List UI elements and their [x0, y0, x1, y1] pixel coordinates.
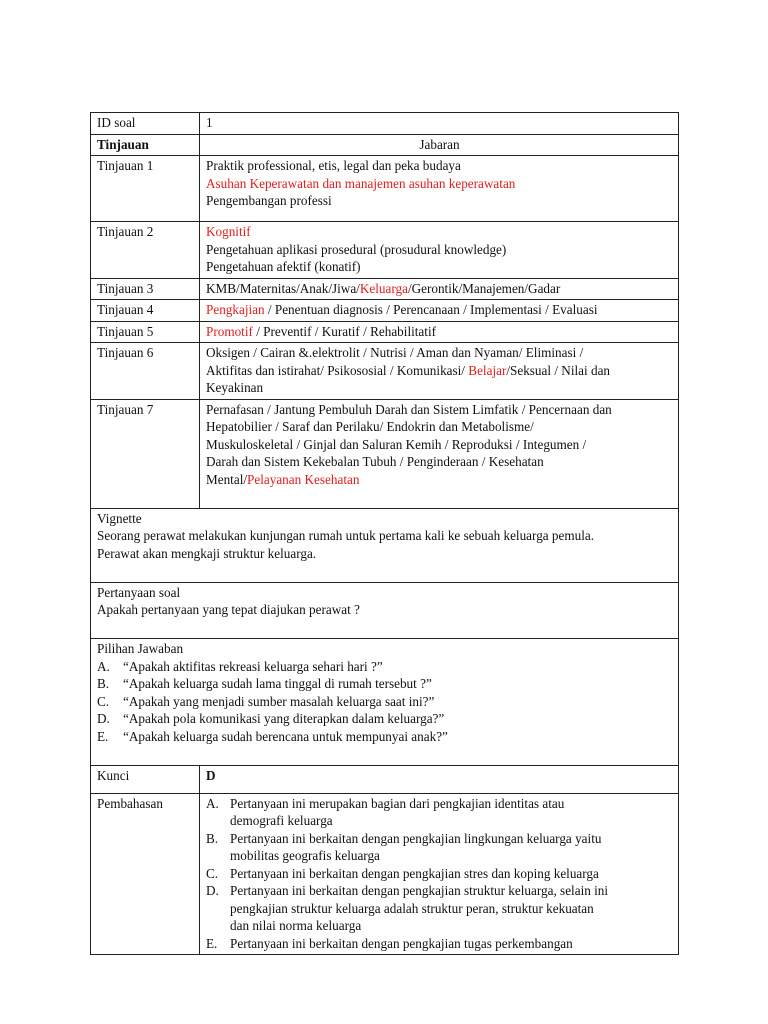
text-segment: KMB/Maternitas/Anak/Jiwa/ — [206, 280, 360, 296]
item-line: Pertanyaan ini merupakan bagian dari pengkajian identitas atau — [230, 795, 565, 811]
tinjauan-label: Tinjauan 5 — [91, 321, 200, 343]
tinjauan-content — [200, 222, 679, 279]
jabaran-header: Jabaran — [200, 134, 679, 156]
tinjauan-content — [200, 156, 679, 222]
text-segment: Oksigen / Cairan &.elektrolit / Nutrisi / Aman dan Nyaman/ Eliminasi / — [206, 345, 584, 360]
text-segment: Pengetahuan afektif (konatif) — [206, 259, 361, 274]
option-text: “Apakah aktifitas rekreasi keluarga sehari hari ?” — [123, 658, 383, 674]
text-segment: Muskuloskeletal / Ginjal dan Saluran Kemih / Reproduksi / Integumen / — [206, 436, 587, 452]
pilihan-label: Pilihan Jawaban — [97, 641, 184, 656]
content-line — [206, 379, 673, 397]
pembahasan-item — [206, 865, 673, 883]
text-segment: / Preventif / Kuratif / Rehabilitatif — [252, 323, 437, 339]
text-segment: Darah dan Sistem Kekebalan Tubuh / Penginderaan / Kesehatan — [206, 454, 544, 469]
option-letter: E. — [97, 728, 109, 744]
tinjauan-content — [200, 399, 679, 508]
spacer-line — [206, 488, 673, 506]
pertanyaan-cell — [91, 582, 679, 639]
soal-table — [90, 112, 679, 955]
option-text: “Apakah keluarga sudah berencana untuk mempunyai anak?” — [123, 728, 448, 744]
text-segment: Pengetahuan aplikasi prosedural (prosudural knowledge) — [206, 241, 507, 257]
highlight-segment: Promotif — [206, 323, 253, 339]
id-label: ID soal — [91, 113, 200, 135]
tinjauan-label: Tinjauan 6 — [91, 343, 200, 400]
pembahasan-label: Pembahasan — [91, 793, 200, 955]
content-line — [206, 241, 673, 259]
text-segment: /Seksual / Nilai dan — [506, 362, 611, 378]
tinjauan-row — [91, 399, 679, 508]
id-row — [91, 113, 679, 135]
content-line — [206, 401, 673, 419]
tinjauan-row — [91, 321, 679, 343]
item-text — [230, 865, 599, 883]
content-line — [206, 175, 673, 193]
vignette-label: Vignette — [97, 510, 142, 526]
pembahasan-item — [206, 935, 673, 953]
tinjauan-label: Tinjauan 3 — [91, 278, 200, 300]
tinjauan-label: Tinjauan 7 — [91, 399, 200, 508]
option-text: “Apakah keluarga sudah lama tinggal di rumah tersebut ?” — [123, 676, 432, 691]
item-line: mobilitas geografis keluarga — [230, 848, 380, 863]
tinjauan-content — [200, 321, 679, 343]
content-line — [206, 192, 673, 210]
pilihan-cell — [91, 639, 679, 766]
highlight-segment: Pengkajian — [206, 302, 265, 317]
id-value: 1 — [200, 113, 679, 135]
answer-option — [97, 693, 673, 711]
tinjauan-row — [91, 343, 679, 400]
text-segment: Pengembangan professi — [206, 193, 332, 208]
pembahasan-content — [200, 793, 679, 955]
spacer-line — [97, 745, 673, 763]
item-text — [230, 830, 601, 865]
text-segment: / Penentuan diagnosis / Perencanaan / Implementasi / Evaluasi — [264, 302, 598, 317]
tinjauan-row — [91, 222, 679, 279]
tinjauan-row — [91, 156, 679, 222]
item-letter: E. — [206, 935, 218, 951]
answer-option — [97, 728, 673, 746]
kunci-label: Kunci — [91, 765, 200, 793]
pertanyaan-row — [91, 582, 679, 639]
pertanyaan-text: Apakah pertanyaan yang tepat diajukan perawat ? — [97, 602, 360, 617]
item-line: demografi keluarga — [230, 813, 333, 828]
answer-option — [97, 710, 673, 728]
content-line — [206, 471, 673, 489]
tinjauan-header: Tinjauan — [91, 134, 200, 156]
item-letter: A. — [206, 795, 219, 811]
pertanyaan-label: Pertanyaan soal — [97, 584, 181, 600]
item-line: Pertanyaan ini berkaitan dengan pengkajian tugas perkembangan — [230, 935, 573, 951]
item-letter: D. — [206, 883, 219, 898]
vignette-text-line: Seorang perawat melakukan kunjungan rumah untuk pertama kali ke sebuah keluarga pemula. — [97, 528, 595, 543]
highlight-segment: Pelayanan Kesehatan — [247, 471, 360, 487]
option-letter: C. — [97, 693, 110, 709]
pembahasan-item — [206, 795, 673, 830]
spacer-line — [97, 562, 673, 580]
content-line — [206, 418, 673, 436]
pembahasan-row — [91, 793, 679, 955]
tinjauan-row — [91, 300, 679, 322]
pilihan-row — [91, 639, 679, 766]
pembahasan-item — [206, 882, 673, 935]
vignette-cell — [91, 508, 679, 582]
item-line: Pertanyaan ini berkaitan dengan pengkajian stres dan koping keluarga — [230, 865, 599, 881]
text-segment: /Gerontik/Manajemen/Gadar — [407, 280, 561, 296]
highlight-segment: Kognitif — [206, 224, 251, 239]
content-line — [206, 344, 673, 362]
answer-option — [97, 675, 673, 693]
content-line — [206, 436, 673, 454]
item-letter: B. — [206, 830, 219, 846]
tinjauan-row — [91, 278, 679, 300]
tinjauan-label: Tinjauan 1 — [91, 156, 200, 222]
text-segment: Keyakinan — [206, 380, 264, 395]
pembahasan-item — [206, 830, 673, 865]
tinjauan-content — [200, 300, 679, 322]
tinjauan-content — [200, 343, 679, 400]
option-text: “Apakah yang menjadi sumber masalah keluarga saat ini?” — [123, 693, 435, 709]
content-line — [206, 223, 673, 241]
header-row — [91, 134, 679, 156]
option-letter: A. — [97, 658, 110, 674]
option-letter: B. — [97, 676, 110, 691]
kunci-value: D — [200, 765, 679, 793]
answer-option — [97, 658, 673, 676]
content-line — [206, 362, 673, 380]
tinjauan-label: Tinjauan 2 — [91, 222, 200, 279]
tinjauan-label: Tinjauan 4 — [91, 300, 200, 322]
item-text — [230, 935, 573, 953]
item-line: pengkajian struktur keluarga adalah struktur peran, struktur kekuatan — [230, 900, 594, 916]
text-segment: Mental/ — [206, 471, 248, 487]
text-segment: Aktifitas dan istirahat/ Psikososial / Komunikasi/ — [206, 362, 469, 378]
vignette-row — [91, 508, 679, 582]
text-segment: Praktik professional, etis, legal dan peka budaya — [206, 158, 461, 173]
item-letter: C. — [206, 865, 219, 881]
spacer-line — [97, 619, 673, 637]
item-text — [230, 882, 608, 935]
highlight-segment: Belajar — [468, 362, 507, 378]
item-line: Pertanyaan ini berkaitan dengan pengkajian lingkungan keluarga yaitu — [230, 830, 602, 846]
item-text — [230, 795, 564, 830]
content-line — [206, 157, 673, 175]
highlight-segment: Keluarga — [359, 280, 408, 296]
answer-options — [97, 658, 673, 746]
kunci-row — [91, 765, 679, 793]
text-segment: Hepatobilier / Saraf dan Perilaku/ Endokrin dan Metabolisme/ — [206, 419, 534, 434]
option-letter: D. — [97, 711, 110, 726]
item-line: dan nilai norma keluarga — [230, 918, 362, 933]
tinjauan-content — [200, 278, 679, 300]
option-text: “Apakah pola komunikasi yang diterapkan dalam keluarga?” — [123, 711, 445, 726]
highlight-segment: Asuhan Keperawatan dan manajemen asuhan keperawatan — [206, 175, 516, 191]
content-line — [206, 453, 673, 471]
text-segment: Pernafasan / Jantung Pembuluh Darah dan Sistem Limfatik / Pencernaan dan — [206, 401, 612, 417]
pembahasan-list — [206, 795, 673, 953]
content-line — [206, 258, 673, 276]
item-line: Pertanyaan ini berkaitan dengan pengkajian struktur keluarga, selain ini — [230, 883, 609, 898]
vignette-text-line: Perawat akan mengkaji struktur keluarga. — [97, 545, 317, 561]
